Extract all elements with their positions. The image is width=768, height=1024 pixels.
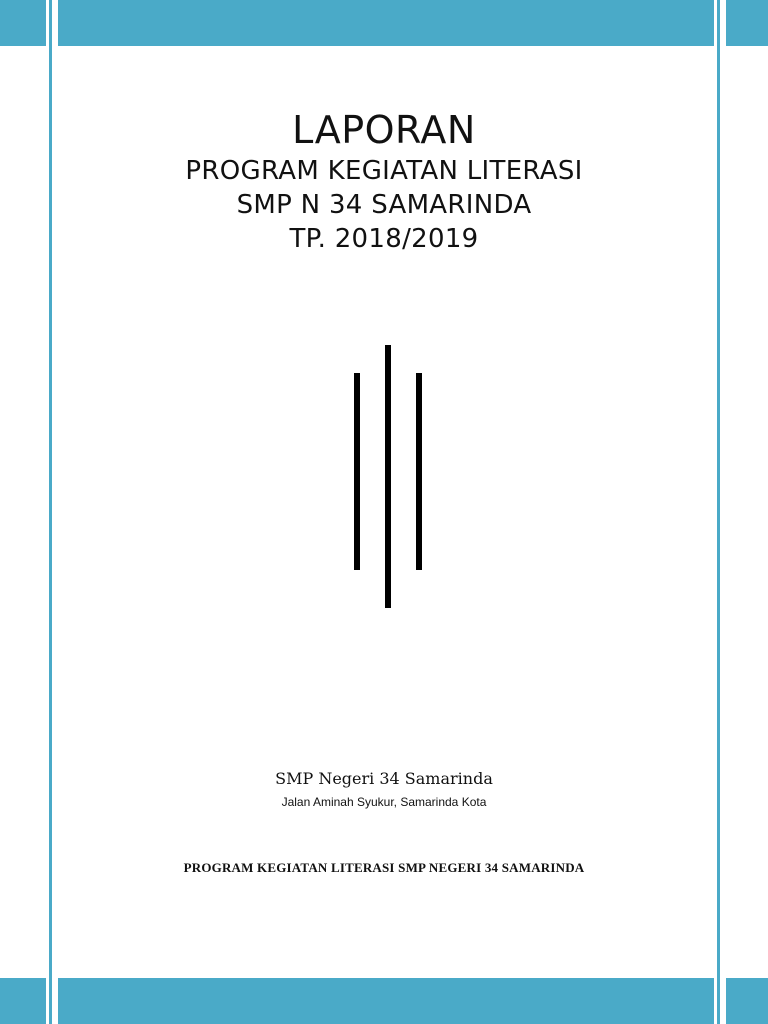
program-footer: PROGRAM KEGIATAN LITERASI SMP NEGERI 34 SAMARINDA: [183, 860, 585, 875]
bottom-border-band: [58, 978, 714, 1024]
bottom-left-border-block: [0, 978, 46, 1024]
top-left-border-block: [0, 0, 46, 46]
decorative-bar-left: [354, 373, 360, 570]
decorative-bar-center: [385, 345, 391, 608]
bottom-right-border-block: [726, 978, 768, 1024]
cover-subtitle-line-3: TP. 2018/2019: [289, 224, 479, 254]
top-border-band: [58, 0, 714, 46]
cover-title: LAPORAN: [292, 108, 476, 152]
school-info: [0, 768, 768, 812]
school-address: Jalan Aminah Syukur, Samarinda Kota: [281, 795, 487, 809]
cover-title-block: [0, 106, 768, 256]
cover-subtitle-line-1: PROGRAM KEGIATAN LITERASI: [185, 156, 583, 186]
cover-subtitle-line-2: SMP N 34 SAMARINDA: [236, 190, 532, 220]
decorative-bar-right: [416, 373, 422, 570]
top-right-border-block: [726, 0, 768, 46]
school-name: SMP Negeri 34 Samarinda: [275, 769, 493, 788]
